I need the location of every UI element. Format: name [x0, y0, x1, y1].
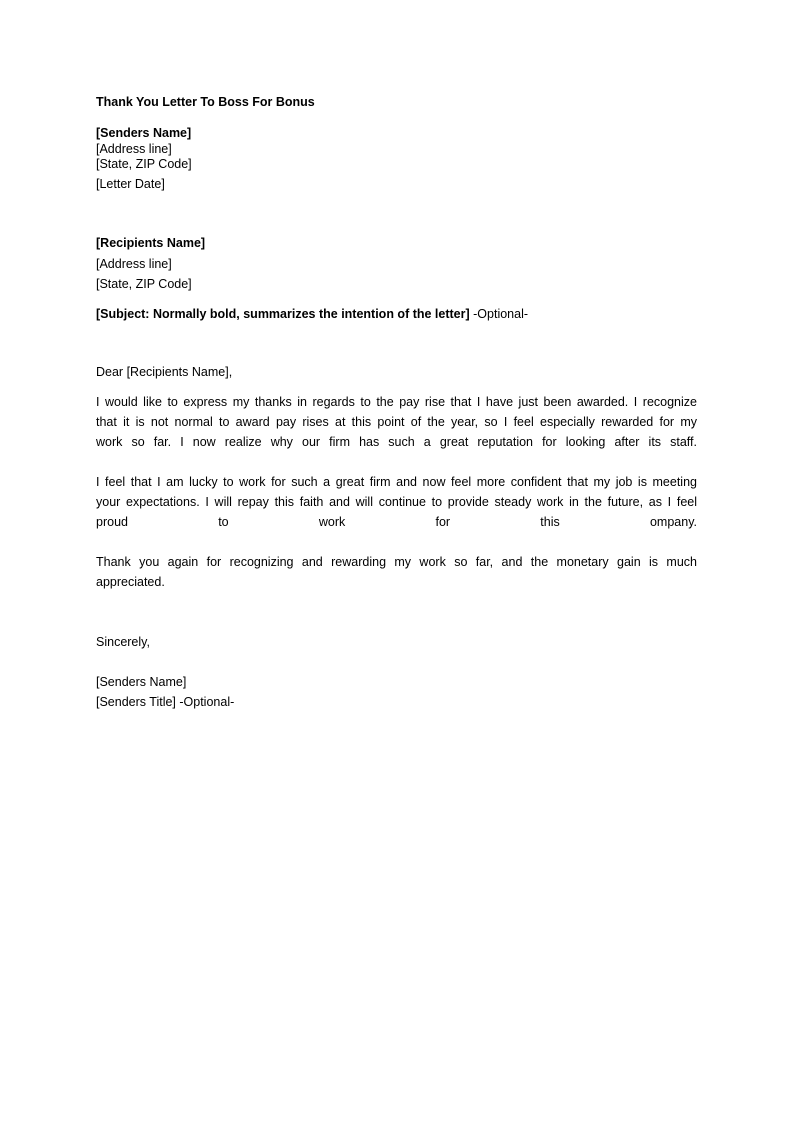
recipient-state-zip: [State, ZIP Code]	[96, 277, 192, 291]
paragraph-line: your expectations. I will repay this faith and will continue to provide steady work in the future, as I feel	[96, 495, 697, 509]
subject-line	[96, 307, 528, 322]
salutation: Dear [Recipients Name],	[96, 365, 233, 379]
subject-optional-suffix: -Optional-	[469, 307, 529, 321]
signature-name: [Senders Name]	[96, 675, 187, 689]
document-title: Thank You Letter To Boss For Bonus	[96, 95, 315, 109]
sender-address-line: [Address line]	[96, 142, 172, 156]
closing: Sincerely,	[96, 635, 150, 649]
paragraph-line: appreciated.	[96, 575, 165, 589]
sender-state-zip: [State, ZIP Code]	[96, 157, 192, 171]
body-paragraph-1	[96, 392, 697, 452]
signature-title: [Senders Title] -Optional-	[96, 695, 235, 709]
paragraph-line: work so far. I now realize why our firm has such a great reputation for looking after its staff.	[96, 435, 697, 449]
body-paragraph-2	[96, 472, 697, 532]
body-paragraph-3	[96, 552, 697, 592]
paragraph-line: I would like to express my thanks in regards to the pay rise that I have just been awarded. I recognize	[96, 395, 697, 409]
recipient-address-line: [Address line]	[96, 257, 172, 271]
paragraph-line: proud to work for this ompany.	[96, 515, 697, 529]
paragraph-line: I feel that I am lucky to work for such a great firm and now feel more confident that my job is meeting	[96, 475, 697, 489]
letter-date: [Letter Date]	[96, 177, 165, 191]
paragraph-line: that it is not normal to award pay rises at this point of the year, so I feel especially rewarded for my	[96, 415, 697, 429]
subject-text: [Subject: Normally bold, summarizes the intention of the letter]	[96, 307, 470, 321]
sender-name: [Senders Name]	[96, 126, 192, 140]
recipient-name: [Recipients Name]	[96, 236, 206, 250]
paragraph-line: Thank you again for recognizing and rewarding my work so far, and the monetary gain is much	[96, 555, 697, 569]
